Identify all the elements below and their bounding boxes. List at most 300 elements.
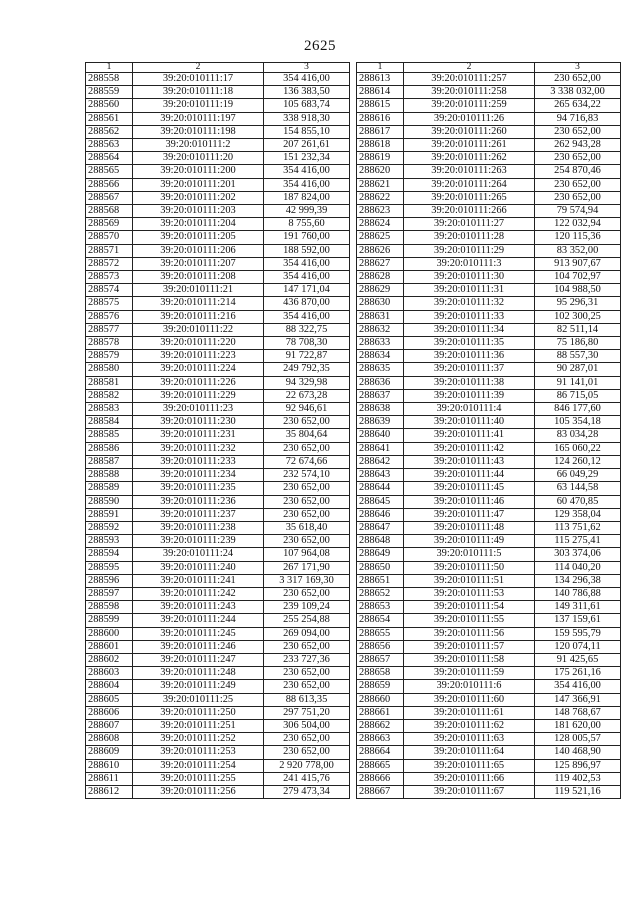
cadastral-value-cell: 230 652,00 bbox=[535, 73, 621, 86]
cadastral-number-cell: 39:20:010111:59 bbox=[404, 667, 535, 680]
record-number-cell: 288558 bbox=[86, 73, 133, 86]
table-row bbox=[357, 125, 621, 138]
cadastral-value-cell: 119 402,53 bbox=[535, 772, 621, 785]
cadastral-number-cell: 39:20:010111:266 bbox=[404, 205, 535, 218]
cadastral-number-cell: 39:20:010111:46 bbox=[404, 495, 535, 508]
cadastral-number-cell: 39:20:010111:62 bbox=[404, 719, 535, 732]
cadastral-value-cell: 75 186,80 bbox=[535, 337, 621, 350]
cadastral-number-cell: 39:20:010111:206 bbox=[133, 244, 264, 257]
record-number-cell: 288615 bbox=[357, 99, 404, 112]
record-number-cell: 288614 bbox=[357, 86, 404, 99]
record-number-cell: 288620 bbox=[357, 165, 404, 178]
record-number-cell: 288609 bbox=[86, 746, 133, 759]
table-row bbox=[357, 310, 621, 323]
record-number-cell: 288633 bbox=[357, 337, 404, 350]
cadastral-value-cell: 230 652,00 bbox=[535, 125, 621, 138]
record-number-cell: 288566 bbox=[86, 178, 133, 191]
cadastral-number-cell: 39:20:010111:65 bbox=[404, 759, 535, 772]
cadastral-number-cell: 39:20:010111:3 bbox=[404, 257, 535, 270]
table-row bbox=[357, 350, 621, 363]
cadastral-value-cell: 354 416,00 bbox=[264, 165, 350, 178]
record-number-cell: 288637 bbox=[357, 389, 404, 402]
table-row bbox=[86, 614, 350, 627]
table-row bbox=[357, 112, 621, 125]
table-row bbox=[86, 244, 350, 257]
record-number-cell: 288611 bbox=[86, 772, 133, 785]
table-row bbox=[357, 693, 621, 706]
cadastral-value-cell: 181 620,00 bbox=[535, 719, 621, 732]
table-row bbox=[357, 653, 621, 666]
cadastral-value-cell: 846 177,60 bbox=[535, 403, 621, 416]
table-row bbox=[357, 244, 621, 257]
cadastral-value-cell: 230 652,00 bbox=[535, 191, 621, 204]
cadastral-value-cell: 119 521,16 bbox=[535, 785, 621, 798]
cadastral-number-cell: 39:20:010111:53 bbox=[404, 587, 535, 600]
cadastral-value-cell: 188 592,00 bbox=[264, 244, 350, 257]
record-number-cell: 288652 bbox=[357, 587, 404, 600]
record-number-cell: 288647 bbox=[357, 521, 404, 534]
table-row bbox=[357, 746, 621, 759]
table-row bbox=[86, 323, 350, 336]
cadastral-number-cell: 39:20:010111:245 bbox=[133, 627, 264, 640]
record-number-cell: 288612 bbox=[86, 785, 133, 798]
table-row bbox=[86, 152, 350, 165]
table-row bbox=[357, 99, 621, 112]
cadastral-number-cell: 39:20:010111:240 bbox=[133, 561, 264, 574]
cadastral-number-cell: 39:20:010111:54 bbox=[404, 601, 535, 614]
table-row bbox=[86, 218, 350, 231]
cadastral-number-cell: 39:20:010111:37 bbox=[404, 363, 535, 376]
table-row bbox=[357, 587, 621, 600]
cadastral-value-cell: 129 358,04 bbox=[535, 508, 621, 521]
table-row bbox=[86, 178, 350, 191]
record-number-cell: 288619 bbox=[357, 152, 404, 165]
right-table bbox=[356, 62, 621, 799]
cadastral-value-cell: 3 338 032,00 bbox=[535, 86, 621, 99]
cadastral-value-cell: 249 792,35 bbox=[264, 363, 350, 376]
record-number-cell: 288573 bbox=[86, 271, 133, 284]
cadastral-value-cell: 115 275,41 bbox=[535, 535, 621, 548]
cadastral-value-cell: 149 311,61 bbox=[535, 601, 621, 614]
cadastral-number-cell: 39:20:010111:2 bbox=[133, 139, 264, 152]
cadastral-number-cell: 39:20:010111:223 bbox=[133, 350, 264, 363]
cadastral-value-cell: 92 946,61 bbox=[264, 403, 350, 416]
cadastral-value-cell: 354 416,00 bbox=[535, 680, 621, 693]
record-number-cell: 288581 bbox=[86, 376, 133, 389]
cadastral-value-cell: 60 470,85 bbox=[535, 495, 621, 508]
record-number-cell: 288642 bbox=[357, 455, 404, 468]
cadastral-number-cell: 39:20:010111:256 bbox=[133, 785, 264, 798]
record-number-cell: 288580 bbox=[86, 363, 133, 376]
cadastral-value-cell: 136 383,50 bbox=[264, 86, 350, 99]
cadastral-value-cell: 104 988,50 bbox=[535, 284, 621, 297]
column-header-1: 1 bbox=[357, 63, 404, 73]
cadastral-number-cell: 39:20:010111:235 bbox=[133, 482, 264, 495]
table-row bbox=[357, 86, 621, 99]
page-number: 2625 bbox=[304, 38, 336, 54]
cadastral-value-cell: 254 870,46 bbox=[535, 165, 621, 178]
cadastral-value-cell: 88 322,75 bbox=[264, 323, 350, 336]
record-number-cell: 288617 bbox=[357, 125, 404, 138]
record-number-cell: 288582 bbox=[86, 389, 133, 402]
table-row bbox=[86, 733, 350, 746]
cadastral-number-cell: 39:20:010111:250 bbox=[133, 706, 264, 719]
record-number-cell: 288570 bbox=[86, 231, 133, 244]
cadastral-value-cell: 154 855,10 bbox=[264, 125, 350, 138]
cadastral-number-cell: 39:20:010111:57 bbox=[404, 640, 535, 653]
cadastral-value-cell: 187 824,00 bbox=[264, 191, 350, 204]
table-row bbox=[357, 297, 621, 310]
record-number-cell: 288662 bbox=[357, 719, 404, 732]
cadastral-value-cell: 88 613,35 bbox=[264, 693, 350, 706]
record-number-cell: 288624 bbox=[357, 218, 404, 231]
cadastral-number-cell: 39:20:010111:247 bbox=[133, 653, 264, 666]
table-row bbox=[357, 416, 621, 429]
cadastral-number-cell: 39:20:010111:38 bbox=[404, 376, 535, 389]
cadastral-value-cell: 279 473,34 bbox=[264, 785, 350, 798]
record-number-cell: 288629 bbox=[357, 284, 404, 297]
cadastral-number-cell: 39:20:010111:4 bbox=[404, 403, 535, 416]
record-number-cell: 288644 bbox=[357, 482, 404, 495]
header-row bbox=[357, 63, 621, 73]
record-number-cell: 288646 bbox=[357, 508, 404, 521]
record-number-cell: 288588 bbox=[86, 469, 133, 482]
cadastral-number-cell: 39:20:010111:252 bbox=[133, 733, 264, 746]
table-row bbox=[86, 482, 350, 495]
cadastral-value-cell: 94 329,98 bbox=[264, 376, 350, 389]
cadastral-value-cell: 105 354,18 bbox=[535, 416, 621, 429]
cadastral-number-cell: 39:20:010111:41 bbox=[404, 429, 535, 442]
cadastral-number-cell: 39:20:010111:200 bbox=[133, 165, 264, 178]
table-row bbox=[86, 403, 350, 416]
table-row bbox=[86, 587, 350, 600]
record-number-cell: 288649 bbox=[357, 548, 404, 561]
record-number-cell: 288604 bbox=[86, 680, 133, 693]
record-number-cell: 288627 bbox=[357, 257, 404, 270]
cadastral-value-cell: 8 755,60 bbox=[264, 218, 350, 231]
record-number-cell: 288586 bbox=[86, 442, 133, 455]
cadastral-value-cell: 230 652,00 bbox=[264, 587, 350, 600]
cadastral-number-cell: 39:20:010111:238 bbox=[133, 521, 264, 534]
cadastral-value-cell: 79 574,94 bbox=[535, 205, 621, 218]
table-row bbox=[86, 73, 350, 86]
table-row bbox=[86, 257, 350, 270]
cadastral-value-cell: 88 557,30 bbox=[535, 350, 621, 363]
cadastral-value-cell: 191 760,00 bbox=[264, 231, 350, 244]
cadastral-number-cell: 39:20:010111:33 bbox=[404, 310, 535, 323]
cadastral-number-cell: 39:20:010111:35 bbox=[404, 337, 535, 350]
record-number-cell: 288641 bbox=[357, 442, 404, 455]
cadastral-number-cell: 39:20:010111:263 bbox=[404, 165, 535, 178]
record-number-cell: 288579 bbox=[86, 350, 133, 363]
cadastral-value-cell: 82 511,14 bbox=[535, 323, 621, 336]
cadastral-value-cell: 147 171,04 bbox=[264, 284, 350, 297]
record-number-cell: 288655 bbox=[357, 627, 404, 640]
record-number-cell: 288576 bbox=[86, 310, 133, 323]
record-number-cell: 288667 bbox=[357, 785, 404, 798]
cadastral-number-cell: 39:20:010111:58 bbox=[404, 653, 535, 666]
record-number-cell: 288648 bbox=[357, 535, 404, 548]
table-row bbox=[86, 455, 350, 468]
cadastral-value-cell: 137 159,61 bbox=[535, 614, 621, 627]
cadastral-number-cell: 39:20:010111:56 bbox=[404, 627, 535, 640]
cadastral-number-cell: 39:20:010111:242 bbox=[133, 587, 264, 600]
cadastral-value-cell: 230 652,00 bbox=[264, 442, 350, 455]
cadastral-number-cell: 39:20:010111:36 bbox=[404, 350, 535, 363]
cadastral-value-cell: 147 366,91 bbox=[535, 693, 621, 706]
table-row bbox=[86, 535, 350, 548]
record-number-cell: 288640 bbox=[357, 429, 404, 442]
table-row bbox=[86, 508, 350, 521]
cadastral-number-cell: 39:20:010111:233 bbox=[133, 455, 264, 468]
record-number-cell: 288587 bbox=[86, 455, 133, 468]
table-row bbox=[357, 323, 621, 336]
cadastral-number-cell: 39:20:010111:23 bbox=[133, 403, 264, 416]
cadastral-number-cell: 39:20:010111:237 bbox=[133, 508, 264, 521]
record-number-cell: 288569 bbox=[86, 218, 133, 231]
record-number-cell: 288606 bbox=[86, 706, 133, 719]
cadastral-value-cell: 104 702,97 bbox=[535, 271, 621, 284]
table-row bbox=[86, 191, 350, 204]
cadastral-value-cell: 22 673,28 bbox=[264, 389, 350, 402]
cadastral-value-cell: 35 804,64 bbox=[264, 429, 350, 442]
record-number-cell: 288599 bbox=[86, 614, 133, 627]
cadastral-value-cell: 354 416,00 bbox=[264, 310, 350, 323]
cadastral-number-cell: 39:20:010111:55 bbox=[404, 614, 535, 627]
table-row bbox=[357, 614, 621, 627]
header-row bbox=[86, 63, 350, 73]
cadastral-value-cell: 269 094,00 bbox=[264, 627, 350, 640]
record-number-cell: 288626 bbox=[357, 244, 404, 257]
cadastral-value-cell: 230 652,00 bbox=[264, 508, 350, 521]
cadastral-number-cell: 39:20:010111:44 bbox=[404, 469, 535, 482]
cadastral-value-cell: 175 261,16 bbox=[535, 667, 621, 680]
cadastral-number-cell: 39:20:010111:205 bbox=[133, 231, 264, 244]
record-number-cell: 288594 bbox=[86, 548, 133, 561]
cadastral-value-cell: 105 683,74 bbox=[264, 99, 350, 112]
cadastral-number-cell: 39:20:010111:262 bbox=[404, 152, 535, 165]
cadastral-value-cell: 134 296,38 bbox=[535, 574, 621, 587]
left-table bbox=[85, 62, 350, 799]
cadastral-number-cell: 39:20:010111:60 bbox=[404, 693, 535, 706]
cadastral-number-cell: 39:20:010111:248 bbox=[133, 667, 264, 680]
cadastral-value-cell: 148 768,67 bbox=[535, 706, 621, 719]
cadastral-value-cell: 230 652,00 bbox=[264, 495, 350, 508]
cadastral-value-cell: 262 943,28 bbox=[535, 139, 621, 152]
cadastral-value-cell: 232 574,10 bbox=[264, 469, 350, 482]
cadastral-value-cell: 120 074,11 bbox=[535, 640, 621, 653]
record-number-cell: 288660 bbox=[357, 693, 404, 706]
table-row bbox=[86, 337, 350, 350]
record-number-cell: 288583 bbox=[86, 403, 133, 416]
table-row bbox=[86, 601, 350, 614]
cadastral-value-cell: 230 652,00 bbox=[264, 482, 350, 495]
cadastral-value-cell: 354 416,00 bbox=[264, 257, 350, 270]
table-row bbox=[357, 218, 621, 231]
record-number-cell: 288602 bbox=[86, 653, 133, 666]
cadastral-number-cell: 39:20:010111:29 bbox=[404, 244, 535, 257]
table-row bbox=[357, 152, 621, 165]
cadastral-number-cell: 39:20:010111:49 bbox=[404, 535, 535, 548]
cadastral-number-cell: 39:20:010111:19 bbox=[133, 99, 264, 112]
cadastral-value-cell: 230 652,00 bbox=[264, 733, 350, 746]
table-row bbox=[357, 231, 621, 244]
table-row bbox=[357, 284, 621, 297]
cadastral-number-cell: 39:20:010111:63 bbox=[404, 733, 535, 746]
cadastral-number-cell: 39:20:010111:260 bbox=[404, 125, 535, 138]
cadastral-value-cell: 354 416,00 bbox=[264, 73, 350, 86]
cadastral-value-cell: 102 300,25 bbox=[535, 310, 621, 323]
cadastral-value-cell: 107 964,08 bbox=[264, 548, 350, 561]
cadastral-value-cell: 265 634,22 bbox=[535, 99, 621, 112]
record-number-cell: 288607 bbox=[86, 719, 133, 732]
record-number-cell: 288656 bbox=[357, 640, 404, 653]
table-row bbox=[86, 125, 350, 138]
cadastral-value-cell: 3 317 169,30 bbox=[264, 574, 350, 587]
table-row bbox=[86, 759, 350, 772]
table-row bbox=[357, 574, 621, 587]
table-row bbox=[86, 112, 350, 125]
cadastral-number-cell: 39:20:010111:30 bbox=[404, 271, 535, 284]
cadastral-number-cell: 39:20:010111:198 bbox=[133, 125, 264, 138]
table-row bbox=[357, 376, 621, 389]
table-row bbox=[357, 680, 621, 693]
record-number-cell: 288559 bbox=[86, 86, 133, 99]
table-row bbox=[357, 785, 621, 798]
table-row bbox=[357, 363, 621, 376]
cadastral-number-cell: 39:20:010111:254 bbox=[133, 759, 264, 772]
table-row bbox=[357, 271, 621, 284]
cadastral-number-cell: 39:20:010111:45 bbox=[404, 482, 535, 495]
record-number-cell: 288664 bbox=[357, 746, 404, 759]
cadastral-number-cell: 39:20:010111:261 bbox=[404, 139, 535, 152]
cadastral-number-cell: 39:20:010111:22 bbox=[133, 323, 264, 336]
cadastral-value-cell: 239 109,24 bbox=[264, 601, 350, 614]
table-row bbox=[86, 693, 350, 706]
cadastral-number-cell: 39:20:010111:17 bbox=[133, 73, 264, 86]
cadastral-number-cell: 39:20:010111:61 bbox=[404, 706, 535, 719]
cadastral-number-cell: 39:20:010111:28 bbox=[404, 231, 535, 244]
cadastral-number-cell: 39:20:010111:39 bbox=[404, 389, 535, 402]
cadastral-number-cell: 39:20:010111:50 bbox=[404, 561, 535, 574]
cadastral-number-cell: 39:20:010111:25 bbox=[133, 693, 264, 706]
cadastral-value-cell: 78 708,30 bbox=[264, 337, 350, 350]
record-number-cell: 288595 bbox=[86, 561, 133, 574]
record-number-cell: 288610 bbox=[86, 759, 133, 772]
cadastral-number-cell: 39:20:010111:64 bbox=[404, 746, 535, 759]
table-row bbox=[86, 772, 350, 785]
cadastral-number-cell: 39:20:010111:43 bbox=[404, 455, 535, 468]
table-row bbox=[86, 469, 350, 482]
record-number-cell: 288590 bbox=[86, 495, 133, 508]
record-number-cell: 288608 bbox=[86, 733, 133, 746]
table-row bbox=[86, 574, 350, 587]
table-row bbox=[357, 455, 621, 468]
cadastral-number-cell: 39:20:010111:6 bbox=[404, 680, 535, 693]
record-number-cell: 288574 bbox=[86, 284, 133, 297]
record-number-cell: 288562 bbox=[86, 125, 133, 138]
cadastral-value-cell: 230 652,00 bbox=[264, 746, 350, 759]
record-number-cell: 288666 bbox=[357, 772, 404, 785]
record-number-cell: 288631 bbox=[357, 310, 404, 323]
table-row bbox=[357, 389, 621, 402]
cadastral-value-cell: 230 652,00 bbox=[535, 152, 621, 165]
table-row bbox=[357, 191, 621, 204]
table-row bbox=[86, 561, 350, 574]
table-row bbox=[86, 310, 350, 323]
record-number-cell: 288597 bbox=[86, 587, 133, 600]
table-row bbox=[357, 667, 621, 680]
table-row bbox=[86, 785, 350, 798]
cadastral-number-cell: 39:20:010111:255 bbox=[133, 772, 264, 785]
cadastral-number-cell: 39:20:010111:229 bbox=[133, 389, 264, 402]
table-row bbox=[357, 337, 621, 350]
cadastral-number-cell: 39:20:010111:204 bbox=[133, 218, 264, 231]
cadastral-number-cell: 39:20:010111:234 bbox=[133, 469, 264, 482]
table-row bbox=[86, 521, 350, 534]
record-number-cell: 288623 bbox=[357, 205, 404, 218]
record-number-cell: 288663 bbox=[357, 733, 404, 746]
cadastral-value-cell: 91 722,87 bbox=[264, 350, 350, 363]
record-number-cell: 288636 bbox=[357, 376, 404, 389]
cadastral-value-cell: 122 032,94 bbox=[535, 218, 621, 231]
cadastral-value-cell: 303 374,06 bbox=[535, 548, 621, 561]
table-row bbox=[357, 73, 621, 86]
table-row bbox=[86, 86, 350, 99]
cadastral-value-cell: 207 261,61 bbox=[264, 139, 350, 152]
table-row bbox=[357, 442, 621, 455]
table-row bbox=[86, 205, 350, 218]
table-row bbox=[357, 627, 621, 640]
table-row bbox=[86, 297, 350, 310]
record-number-cell: 288628 bbox=[357, 271, 404, 284]
cadastral-value-cell: 114 040,20 bbox=[535, 561, 621, 574]
cadastral-value-cell: 35 618,40 bbox=[264, 521, 350, 534]
record-number-cell: 288585 bbox=[86, 429, 133, 442]
cadastral-value-cell: 267 171,90 bbox=[264, 561, 350, 574]
record-number-cell: 288600 bbox=[86, 627, 133, 640]
table-row bbox=[86, 389, 350, 402]
table-row bbox=[86, 139, 350, 152]
record-number-cell: 288592 bbox=[86, 521, 133, 534]
cadastral-number-cell: 39:20:010111:241 bbox=[133, 574, 264, 587]
cadastral-number-cell: 39:20:010111:231 bbox=[133, 429, 264, 442]
record-number-cell: 288563 bbox=[86, 139, 133, 152]
table-row bbox=[357, 482, 621, 495]
table-row bbox=[357, 429, 621, 442]
table-row bbox=[86, 99, 350, 112]
table-row bbox=[86, 495, 350, 508]
cadastral-number-cell: 39:20:010111:20 bbox=[133, 152, 264, 165]
record-number-cell: 288578 bbox=[86, 337, 133, 350]
cadastral-number-cell: 39:20:010111:202 bbox=[133, 191, 264, 204]
cadastral-number-cell: 39:20:010111:257 bbox=[404, 73, 535, 86]
cadastral-value-cell: 120 115,36 bbox=[535, 231, 621, 244]
cadastral-value-cell: 230 652,00 bbox=[264, 667, 350, 680]
cadastral-number-cell: 39:20:010111:32 bbox=[404, 297, 535, 310]
record-number-cell: 288638 bbox=[357, 403, 404, 416]
cadastral-value-cell: 83 352,00 bbox=[535, 244, 621, 257]
table-row bbox=[86, 442, 350, 455]
record-number-cell: 288654 bbox=[357, 614, 404, 627]
cadastral-number-cell: 39:20:010111:197 bbox=[133, 112, 264, 125]
cadastral-value-cell: 230 652,00 bbox=[264, 640, 350, 653]
table-row bbox=[86, 667, 350, 680]
record-number-cell: 288650 bbox=[357, 561, 404, 574]
record-number-cell: 288618 bbox=[357, 139, 404, 152]
cadastral-number-cell: 39:20:010111:251 bbox=[133, 719, 264, 732]
cadastral-value-cell: 230 652,00 bbox=[264, 416, 350, 429]
